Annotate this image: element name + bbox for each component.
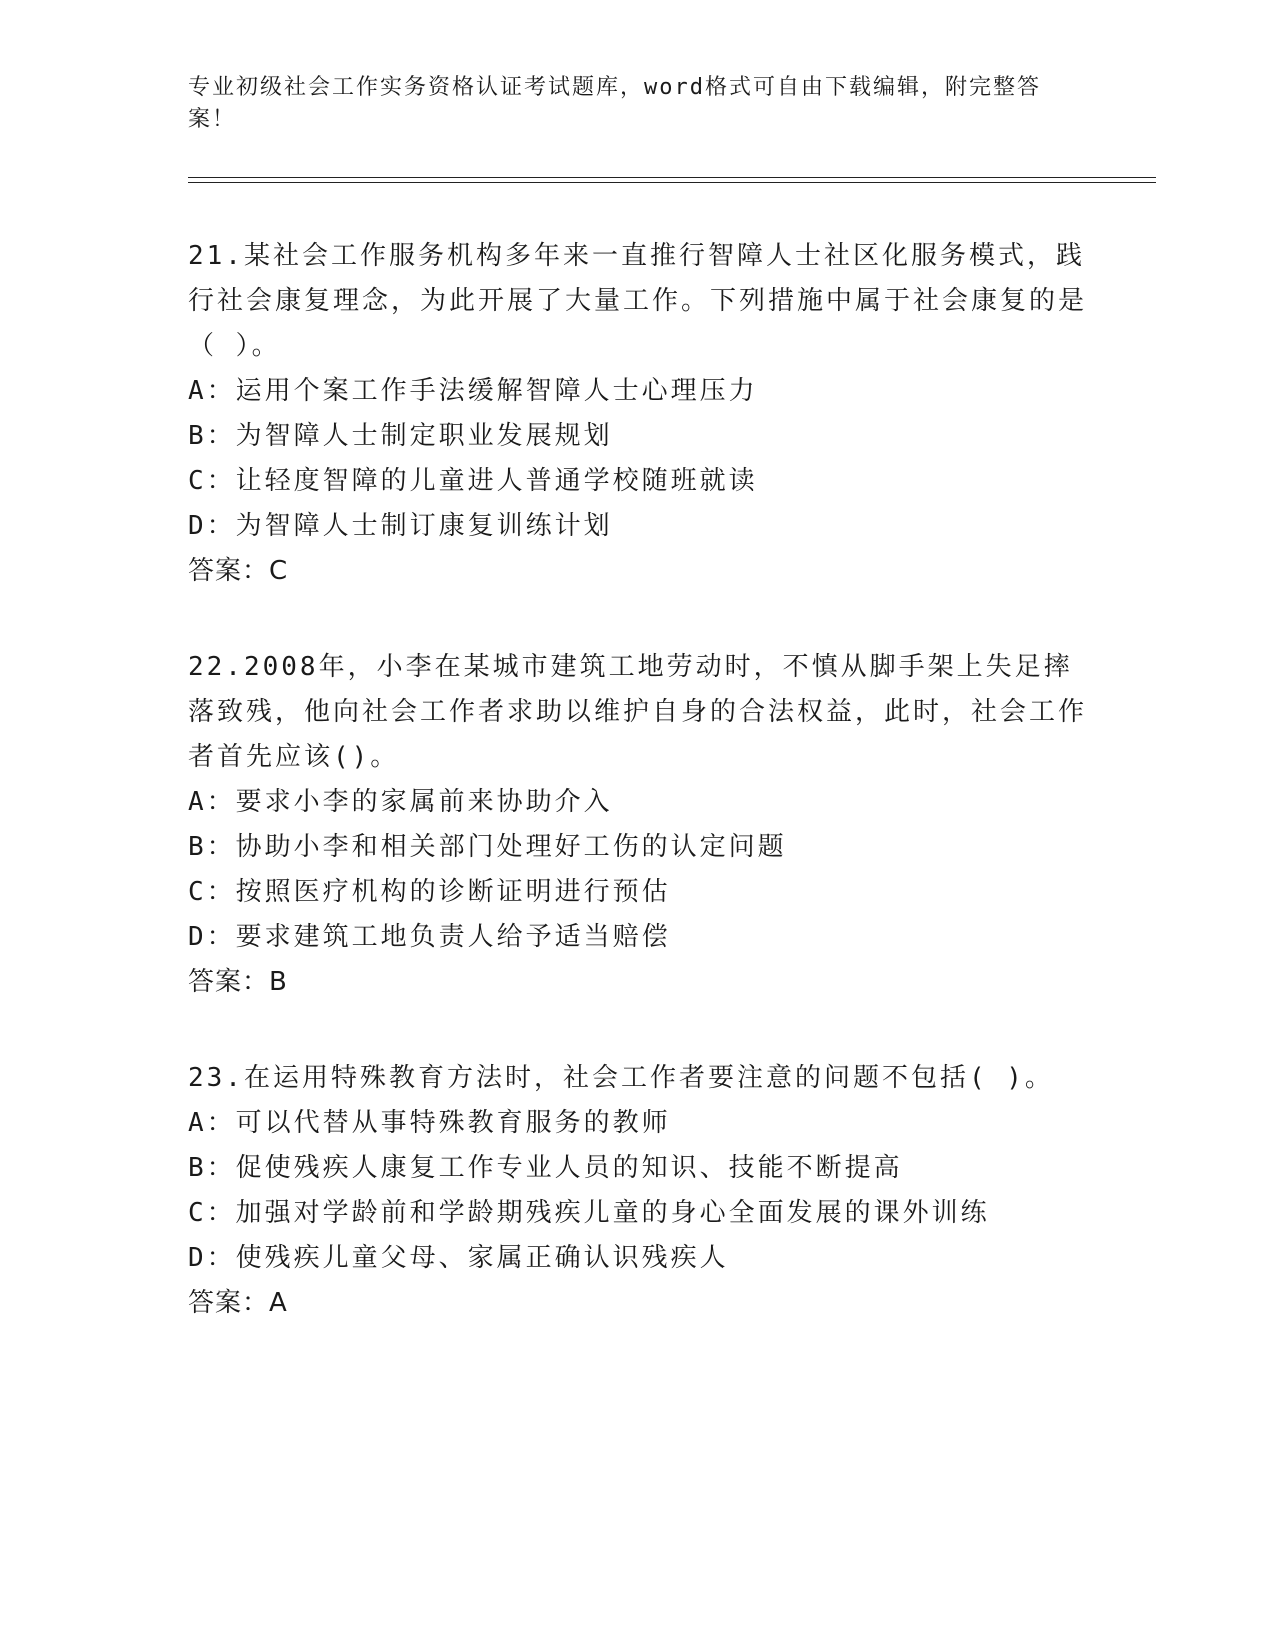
question-23 (188, 1056, 1088, 1326)
option-d: D：要求建筑工地负责人给予适当赔偿 (188, 922, 671, 952)
option-b: B：协助小李和相关部门处理好工伤的认定问题 (188, 832, 787, 862)
question-22 (188, 645, 1088, 1005)
question-stem: 22.2008年，小李在某城市建筑工地劳动时，不慎从脚手架上失足摔落致残，他向社会工作者求助以维护自身的合法权益，此时，社会工作者首先应该()。 (188, 652, 1088, 772)
question-stem: 21.某社会工作服务机构多年来一直推行智障人士社区化服务模式，践行社会康复理念，为此开展了大量工作。下列措施中属于社会康复的是（ ）。 (188, 241, 1088, 361)
header-divider-bottom (188, 182, 1156, 183)
document-header: 专业初级社会工作实务资格认证考试题库，word格式可自由下载编辑，附完整答案！ (188, 75, 1041, 132)
answer-label: 答案：A (188, 1288, 288, 1318)
answer-label: 答案：C (188, 556, 289, 586)
option-c: C：让轻度智障的儿童进人普通学校随班就读 (188, 466, 758, 496)
question-21 (188, 234, 1088, 594)
option-b: B：为智障人士制定职业发展规划 (188, 421, 613, 451)
option-c: C：加强对学龄前和学龄期残疾儿童的身心全面发展的课外训练 (188, 1198, 990, 1228)
header-divider-top (188, 177, 1156, 178)
option-b: B：促使残疾人康复工作专业人员的知识、技能不断提高 (188, 1153, 903, 1183)
question-stem: 23.在运用特殊教育方法时，社会工作者要注意的问题不包括( )。 (188, 1063, 1054, 1093)
answer-label: 答案：B (188, 967, 288, 997)
option-a: A：要求小李的家属前来协助介入 (188, 787, 613, 817)
option-c: C：按照医疗机构的诊断证明进行预估 (188, 877, 671, 907)
option-d: D：使残疾儿童父母、家属正确认识残疾人 (188, 1243, 729, 1273)
option-a: A：可以代替从事特殊教育服务的教师 (188, 1108, 671, 1138)
option-a: A：运用个案工作手法缓解智障人士心理压力 (188, 376, 758, 406)
option-d: D：为智障人士制订康复训练计划 (188, 511, 613, 541)
